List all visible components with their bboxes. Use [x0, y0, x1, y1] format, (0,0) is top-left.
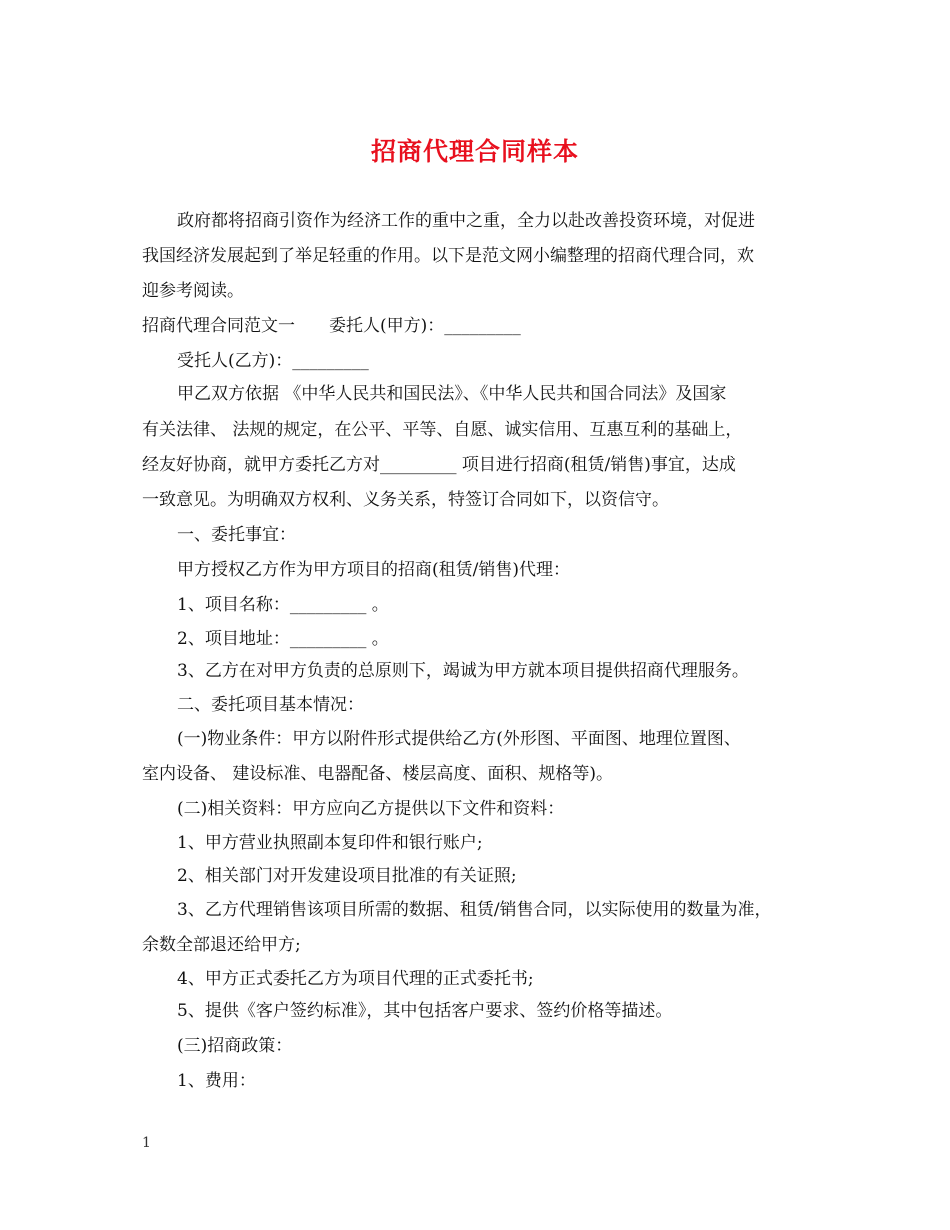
paragraph-line: 受托人(乙方)：_________	[177, 351, 369, 371]
list-item: 3、乙方在对甲方负责的总原则下，竭诚为甲方就本项目提供招商代理服务。	[177, 661, 749, 681]
paragraph-line: 经友好协商，就甲方委托乙方对_________ 项目进行招商(租赁/销售)事宜，达成	[142, 455, 736, 475]
list-item: 2、项目地址：_________ 。	[177, 629, 389, 649]
paragraph-line: 余数全部退还给甲方;	[142, 935, 301, 955]
list-item: 1、甲方营业执照副本复印件和银行账户;	[177, 833, 483, 853]
list-item: 4、甲方正式委托乙方为项目代理的正式委托书;	[177, 969, 534, 989]
paragraph-line: 我国经济发展起到了举足轻重的作用。以下是范文网小编整理的招商代理合同，欢	[142, 246, 754, 266]
paragraph-line: 甲乙双方依据 《中华人民共和国民法》、《中华人民共和国合同法》及国家	[177, 384, 727, 404]
list-item: 2、相关部门对开发建设项目批准的有关证照;	[177, 866, 517, 886]
document-title: 招商代理合同样本	[370, 137, 579, 166]
paragraph-line: 甲方授权乙方作为甲方项目的招商(租赁/销售)代理：	[177, 560, 570, 580]
section-heading: 二、委托项目基本情况：	[177, 695, 364, 715]
list-item: 3、乙方代理销售该项目所需的数据、租赁/销售合同，以实际使用的数量为准，	[177, 900, 772, 920]
section-heading: (三)招商政策：	[177, 1036, 293, 1056]
list-item: 5、提供《客户签约标准》，其中包括客户要求、签约价格等描述。	[177, 1001, 673, 1021]
page-number: 1	[142, 1135, 151, 1151]
paragraph-line: 室内设备、 建设标准、电器配备、楼层高度、面积、规格等)。	[142, 764, 614, 784]
section-heading: 一、委托事宜：	[177, 525, 296, 545]
list-item: 1、项目名称：_________ 。	[177, 595, 389, 615]
paragraph-line: 一致意见。为明确双方权利、义务关系，特签订合同如下，以资信守。	[142, 490, 669, 510]
paragraph-line: 迎参考阅读。	[142, 281, 244, 301]
paragraph-line: (一)物业条件：甲方以附件形式提供给乙方(外形图、平面图、地理位置图、	[177, 729, 741, 749]
paragraph-line: (二)相关资料：甲方应向乙方提供以下文件和资料：	[177, 799, 565, 819]
list-item: 1、费用：	[177, 1071, 256, 1091]
paragraph-line: 有关法律、 法规的规定，在公平、平等、自愿、诚实信用、互惠互利的基础上，	[142, 420, 743, 440]
paragraph-line: 招商代理合同范文一 委托人(甲方)：_________	[142, 316, 521, 336]
paragraph-line: 政府都将招商引资作为经济工作的重中之重，全力以赴改善投资环境，对促进	[177, 211, 755, 231]
